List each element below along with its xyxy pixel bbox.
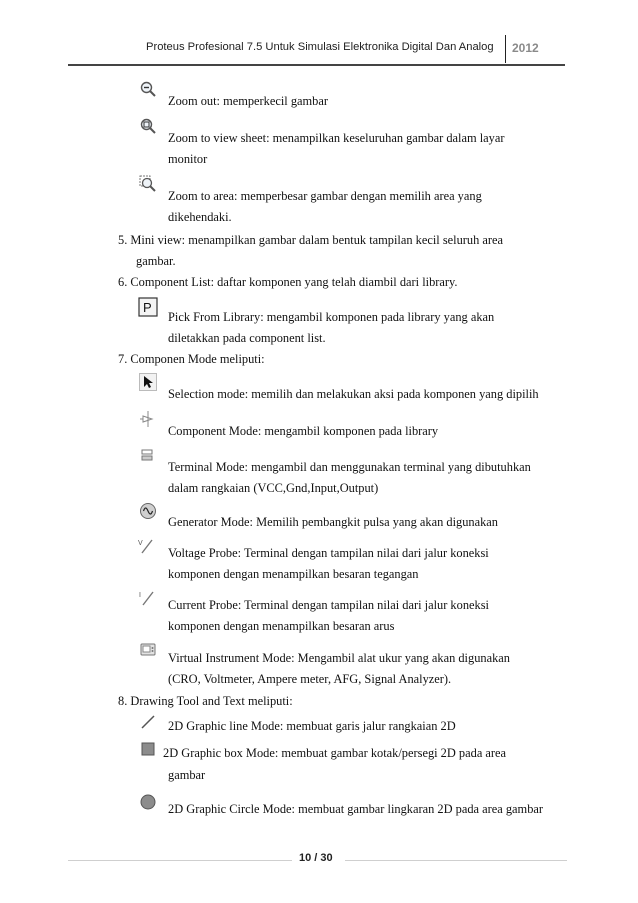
header-separator xyxy=(505,35,506,63)
generator-icon xyxy=(139,502,157,520)
selection-mode-text: Selection mode: memilih dan melakukan aksi pada komponen yang dipilih xyxy=(168,387,539,401)
zoom-out-icon xyxy=(139,80,157,98)
svg-text:V: V xyxy=(138,540,143,547)
pick-library-text-2: diletakkan pada component list. xyxy=(168,331,326,345)
terminal-icon xyxy=(139,446,157,464)
virtual-instrument-icon xyxy=(139,640,157,658)
virtual-instrument-text-2: (CRO, Voltmeter, Ampere meter, AFG, Signal Analyzer). xyxy=(168,672,452,686)
svg-text:I: I xyxy=(139,592,141,599)
pick-library-text-1: Pick From Library: mengambil komponen pada library yang akan xyxy=(168,310,495,324)
box-mode-text-2: gambar xyxy=(168,768,206,782)
zoom-area-text-2: dikehendaki. xyxy=(168,210,232,224)
line-tool-icon xyxy=(139,713,157,731)
footer-rule-left xyxy=(68,860,292,861)
zoom-area-icon xyxy=(139,175,157,193)
header-rule xyxy=(68,64,565,66)
selection-arrow-icon xyxy=(139,373,157,391)
component-list-text: 6. Component List: daftar komponen yang telah diambil dari library. xyxy=(118,275,458,289)
pick-library-icon xyxy=(138,297,158,317)
line-mode-text: 2D Graphic line Mode: membuat garis jalur rangkaian 2D xyxy=(168,719,456,733)
mini-view-text-1: 5. Mini view: menampilkan gambar dalam bentuk tampilan kecil seluruh area xyxy=(118,233,504,247)
generator-mode-text: Generator Mode: Memilih pembangkit pulsa yang akan digunakan xyxy=(168,515,498,529)
zoom-sheet-text-1: Zoom to view sheet: menampilkan keseluruhan gambar dalam layar xyxy=(168,131,505,145)
header-year: 2012 xyxy=(512,41,539,55)
page-header xyxy=(0,41,638,61)
zoom-sheet-text-2: monitor xyxy=(168,152,208,166)
zoom-area-text-1: Zoom to area: memperbesar gambar dengan memilih area yang xyxy=(168,189,482,203)
drawing-tool-heading: 8. Drawing Tool and Text meliputi: xyxy=(118,694,293,708)
circle-tool-icon xyxy=(139,793,157,811)
terminal-mode-text-1: Terminal Mode: mengambil dan menggunakan terminal yang dibutuhkan xyxy=(168,460,531,474)
component-icon xyxy=(139,410,157,428)
voltage-probe-text-1: Voltage Probe: Terminal dengan tampilan nilai dari jalur koneksi xyxy=(168,546,489,560)
component-mode-text: Component Mode: mengambil komponen pada library xyxy=(168,424,439,438)
current-probe-icon xyxy=(138,589,156,607)
component-mode-heading: 7. Componen Mode meliputi: xyxy=(118,352,265,366)
zoom-out-text: Zoom out: memperkecil gambar xyxy=(168,94,328,108)
box-mode-text-1: 2D Graphic box Mode: membuat gambar kotak/persegi 2D pada area xyxy=(163,746,507,760)
box-tool-icon xyxy=(139,740,157,758)
terminal-mode-text-2: dalam rangkaian (VCC,Gnd,Input,Output) xyxy=(168,481,379,495)
mini-view-text-2: gambar. xyxy=(136,254,176,268)
voltage-probe-icon xyxy=(137,537,155,555)
header-title: Proteus Profesional 7.5 Untuk Simulasi Elektronika Digital Dan Analog xyxy=(146,41,494,53)
circle-mode-text: 2D Graphic Circle Mode: membuat gambar lingkaran 2D pada area gambar xyxy=(168,802,544,816)
zoom-sheet-icon xyxy=(139,117,157,135)
current-probe-text-2: komponen dengan menampilkan besaran arus xyxy=(168,619,395,633)
virtual-instrument-text-1: Virtual Instrument Mode: Mengambil alat ukur yang akan digunakan xyxy=(168,651,510,665)
page-number: 10 / 30 xyxy=(299,852,333,864)
voltage-probe-text-2: komponen dengan menampilkan besaran tegangan xyxy=(168,567,419,581)
current-probe-text-1: Current Probe: Terminal dengan tampilan nilai dari jalur koneksi xyxy=(168,598,489,612)
footer-rule-right xyxy=(345,860,567,861)
svg-text:P: P xyxy=(143,300,152,315)
